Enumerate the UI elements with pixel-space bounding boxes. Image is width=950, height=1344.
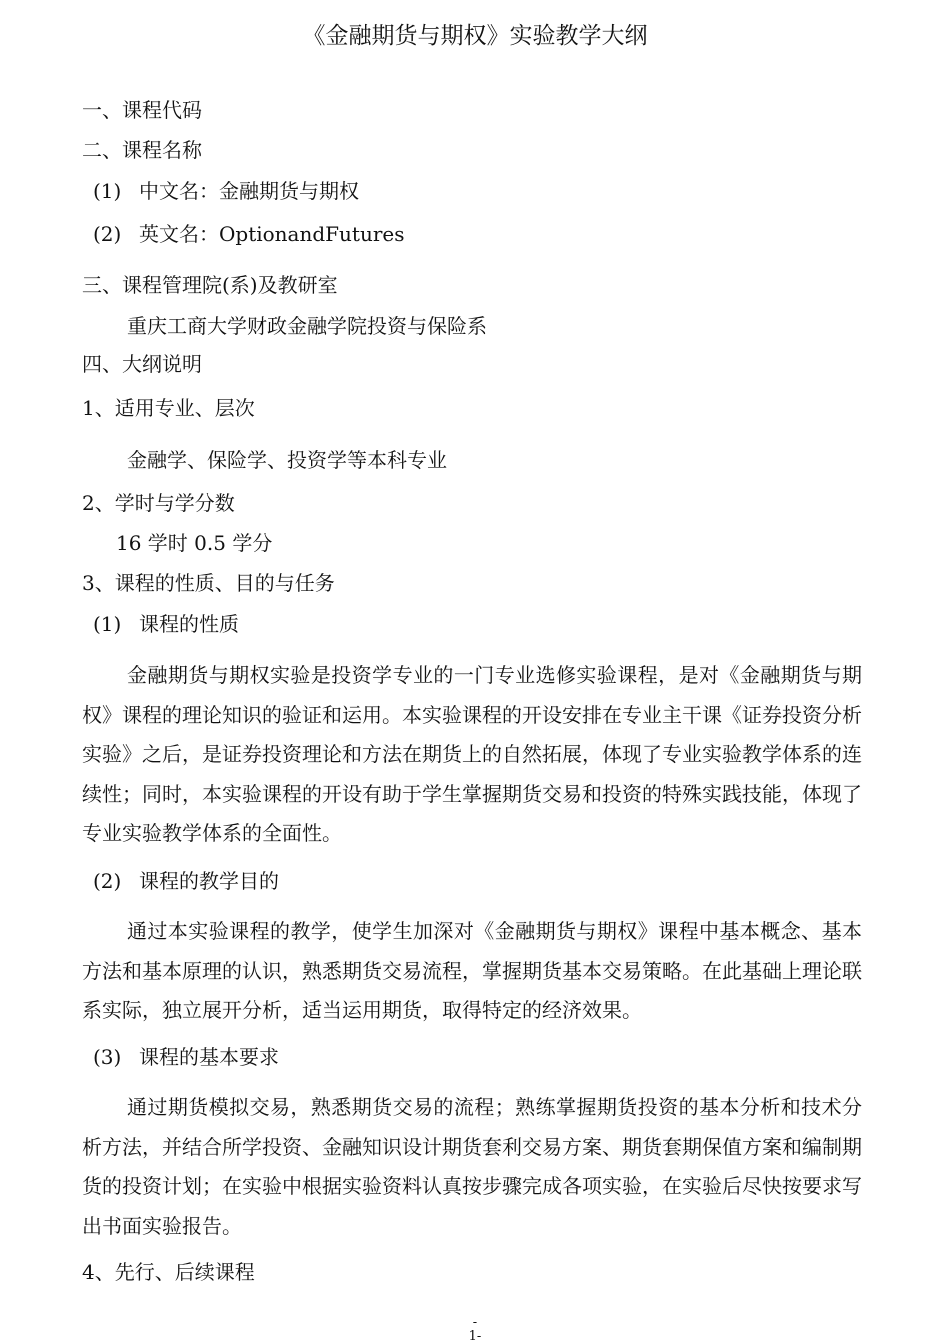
course-name-chinese <box>93 177 359 205</box>
list-text: 中文名：金融期货与期权 <box>139 179 359 203</box>
purpose-paragraph: 通过本实验课程的教学，使学生加深对《金融期货与期权》课程中基本概念、基本方法和基本原理的认识，熟悉期货交易流程，掌握期货基本交易策略。在此基础上理论联系实际，独立展开分析，适当运用期货，取得特定的经济效果。 <box>82 919 862 1022</box>
page-number <box>0 1316 950 1344</box>
nature-heading <box>93 610 239 638</box>
purpose-heading <box>93 867 279 895</box>
subsection-hours-credits: 2、学时与学分数 <box>82 491 235 515</box>
document-title: 《金融期货与期权》实验教学大纲 <box>302 23 648 49</box>
list-number: (3) <box>93 1045 122 1069</box>
subsection-majors: 1、适用专业、层次 <box>82 396 255 420</box>
list-text: 课程的教学目的 <box>139 869 279 893</box>
subsection-nature-purpose-tasks: 3、课程的性质、目的与任务 <box>82 571 335 595</box>
hours-credits-body: 16 学时 0.5 学分 <box>116 531 273 555</box>
list-number: (1) <box>93 179 122 203</box>
section-outline-notes: 四、大纲说明 <box>82 352 202 376</box>
requirements-paragraph: 通过期货模拟交易，熟悉期货交易的流程；熟练掌握期货投资的基本分析和技术分析方法，并结合所学投资、金融知识设计期货套利交易方案、期货套期保值方案和编制期货的投资计划；在实验中根据实验资料认真按步骤完成各项实验，在实验后尽快按要求写出书面实验报告。 <box>82 1095 862 1238</box>
department-name: 重庆工商大学财政金融学院投资与保险系 <box>127 314 487 338</box>
requirements-heading <box>93 1043 279 1071</box>
list-text: 课程的基本要求 <box>139 1045 279 1069</box>
page-number-value: 1- <box>468 1329 482 1344</box>
list-number: (1) <box>93 612 122 636</box>
list-text: 英文名：OptionandFutures <box>139 222 405 246</box>
section-department: 三、课程管理院(系)及教研室 <box>82 273 338 297</box>
list-number: (2) <box>93 222 122 246</box>
majors-body: 金融学、保险学、投资学等本科专业 <box>127 448 447 472</box>
list-text: 课程的性质 <box>139 612 239 636</box>
list-number: (2) <box>93 869 122 893</box>
course-name-english <box>93 220 405 248</box>
section-course-code: 一、课程代码 <box>82 98 202 122</box>
nature-paragraph: 金融期货与期权实验是投资学专业的一门专业选修实验课程，是对《金融期货与期权》课程的理论知识的验证和运用。本实验课程的开设安排在专业主干课《证券投资分析实验》之后，是证券投资理论和方法在期货上的自然拓展，体现了专业实验教学体系的连续性；同时，本实验课程的开设有助于学生掌握期货交易和投资的特殊实践技能，体现了专业实验教学体系的全面性。 <box>82 663 862 845</box>
section-course-name: 二、课程名称 <box>82 138 202 162</box>
subsection-prerequisites: 4、先行、后续课程 <box>82 1260 255 1284</box>
page-number-dash: - <box>472 1315 478 1330</box>
